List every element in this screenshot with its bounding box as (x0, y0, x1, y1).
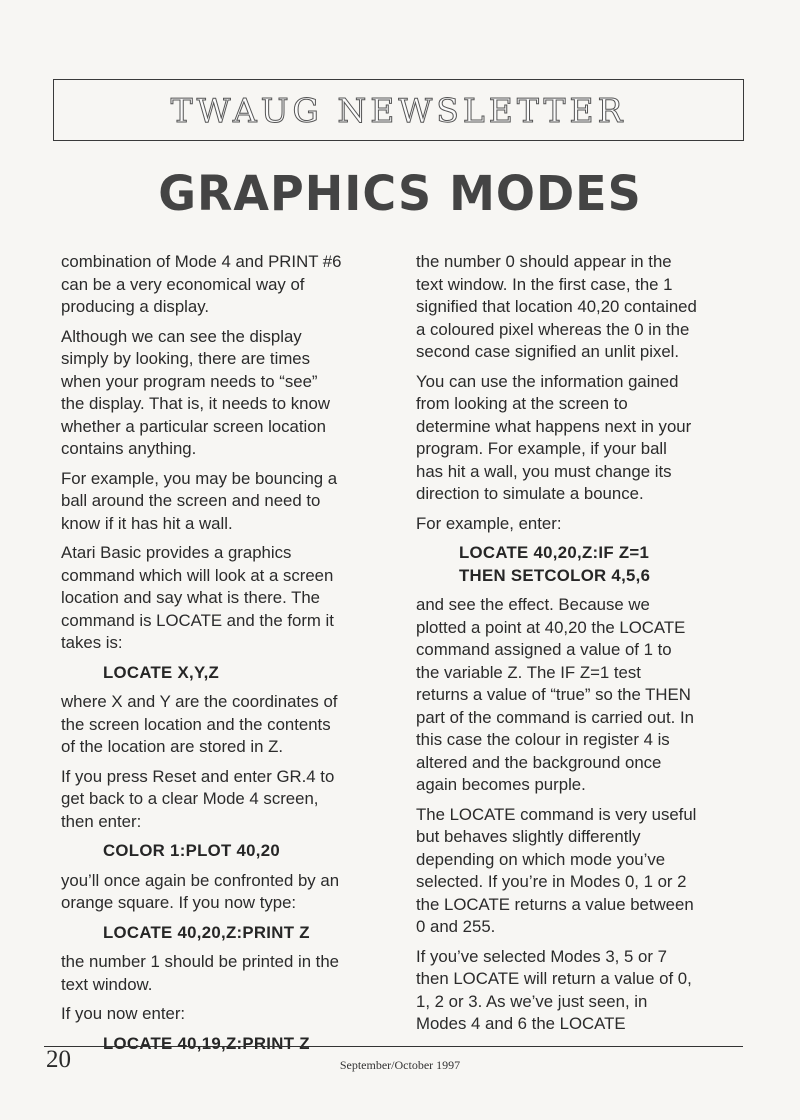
code-line: LOCATE X,Y,Z (103, 662, 220, 682)
code-line: LOCATE 40,20,Z:PRINT Z (103, 922, 310, 942)
code-block: LOCATE 40,20,Z:IF Z=1 THEN SETCOLOR 4,5,6 (459, 543, 651, 585)
paragraph: For example, you may be bouncing a ball around the screen and need to know if it has hit a wall. (61, 468, 338, 533)
paragraph: If you now enter: (61, 1004, 186, 1023)
paragraph: you’ll once again be confronted by an orange square. If you now type: (61, 870, 340, 912)
code-line: LOCATE 40,19,Z:PRINT Z (103, 1033, 310, 1053)
masthead-title: TWAUG NEWSLETTER (170, 90, 627, 130)
paragraph: the number 1 should be printed in the text window. (61, 952, 340, 994)
paragraph: and see the effect. Because we plotted a point at 40,20 the LOCATE command assigned a value of 1 to the variable Z. The IF Z=1 test returns a value of “true” so the THEN part of the command is carried out. In this case the colour in register 4 is altered and the background once again becomes purple. (416, 595, 694, 794)
paragraph: You can use the information gained from looking at the screen to determine what happens next in your program. For example, if your ball has hit a wall, you must change its direction to simulate a bounce. (416, 371, 692, 503)
page-number: 20 (46, 1046, 71, 1073)
paragraph: where X and Y are the coordinates of the screen location and the contents of the location are stored in Z. (61, 692, 338, 756)
left-column (61, 251, 391, 1062)
paragraph: If you press Reset and enter GR.4 to get back to a clear Mode 4 screen, then enter: (61, 766, 335, 831)
page-title: GRAPHICS MODES (158, 164, 642, 222)
code-line: COLOR 1:PLOT 40,20 (103, 841, 280, 860)
paragraph: combination of Mode 4 and PRINT #6 can be a very economical way of producing a display. (61, 252, 342, 316)
paragraph: The LOCATE command is very useful but behaves slightly differently depending on which mode you’ve selected. If you’re in Modes 0, 1 or 2 the LOCATE returns a value between 0 and 255. (416, 804, 697, 936)
paragraph: Atari Basic provides a graphics command which will look at a screen location and say what is there. The command is LOCATE and the form it takes is: (61, 543, 334, 652)
paragraph: the number 0 should appear in the text window. In the first case, the 1 signified that location 40,20 contained a coloured pixel whereas the 0 in the second case signified an unlit pixel. (416, 252, 697, 361)
issue-date: September/October 1997 (339, 1058, 461, 1072)
newsletter-masthead (53, 79, 744, 141)
paragraph: Although we can see the display simply by looking, there are times when your program needs to “see” the display. That is, it needs to know whether a particular screen location contains anything. (61, 326, 330, 458)
right-column (416, 251, 756, 1043)
paragraph: For example, enter: (416, 513, 562, 533)
footer-divider (44, 1046, 743, 1047)
paragraph: If you’ve selected Modes 3, 5 or 7 then LOCATE will return a value of 0, 1, 2 or 3. As we’ve just seen, in Modes 4 and 6 the LOCATE (416, 946, 692, 1033)
